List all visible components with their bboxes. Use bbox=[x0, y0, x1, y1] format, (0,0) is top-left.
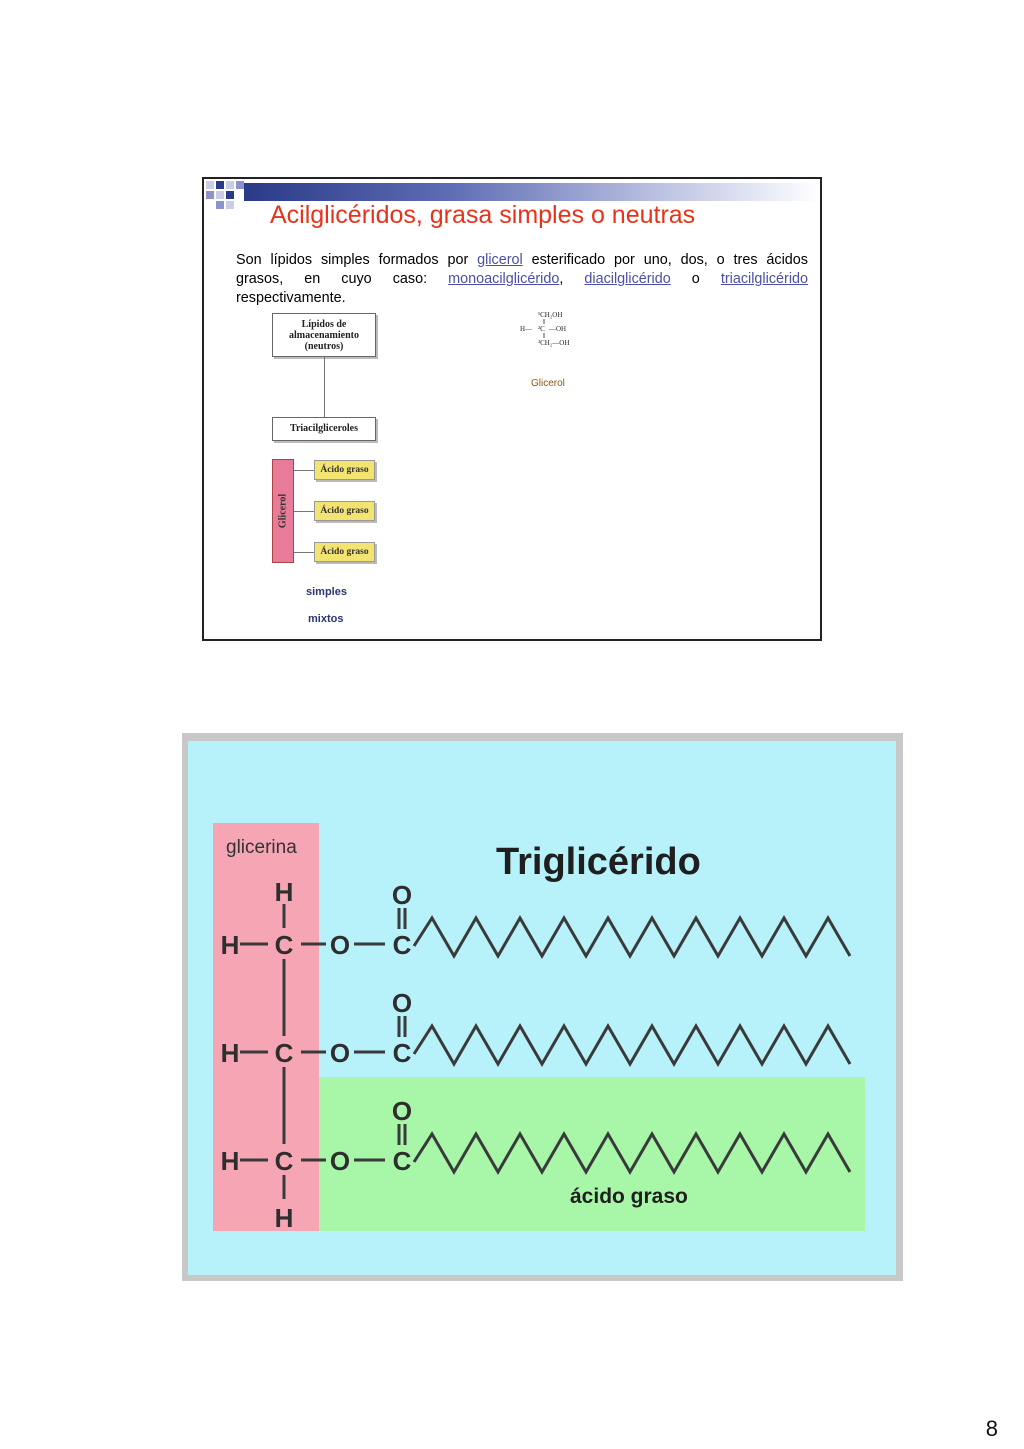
page-number: 8 bbox=[985, 1416, 998, 1441]
fatty-acid-chain-1 bbox=[414, 918, 850, 956]
paragraph-line-1 bbox=[236, 251, 808, 270]
text: grasos, en cuyo caso: bbox=[236, 271, 449, 287]
atom-o: O bbox=[329, 1146, 351, 1176]
glicerol-caption: Glicerol bbox=[531, 378, 565, 389]
box-line: (neutros) bbox=[304, 341, 344, 352]
formula-row-2-right: —OH bbox=[549, 325, 567, 333]
triacilgliceroles-box: Triacilgliceroles bbox=[272, 417, 376, 441]
acido-graso-label: ácido graso bbox=[570, 1185, 688, 1208]
formula-row-2-mid: ²C bbox=[538, 325, 545, 333]
label-mixtos: mixtos bbox=[308, 613, 344, 625]
link-diacilglicerido[interactable]: diacilglicérido bbox=[584, 271, 671, 287]
glicerol-bar-label: Glicerol bbox=[277, 493, 289, 529]
slide-title: Acilglicéridos, grasa simples o neutras bbox=[270, 201, 696, 229]
atom-c: C bbox=[392, 930, 412, 960]
atom-c: C bbox=[274, 1038, 294, 1068]
glicerol-formula bbox=[518, 309, 582, 351]
glicerina-label: glicerina bbox=[226, 837, 297, 858]
acido-graso-box: Ácido graso bbox=[314, 542, 375, 562]
text: esterificado por uno, dos, o tres ácidos bbox=[522, 252, 808, 268]
connector-line bbox=[294, 511, 314, 512]
formula-row-3: ³CH₂—OH bbox=[538, 339, 570, 347]
atom-o: O bbox=[391, 880, 413, 910]
fatty-acid-chain-2 bbox=[414, 1026, 850, 1064]
atom-c: C bbox=[392, 1038, 412, 1068]
atom-h: H bbox=[274, 877, 294, 907]
paragraph-line-2 bbox=[236, 270, 808, 289]
label-simples: simples bbox=[306, 586, 347, 598]
formula-row-1: ¹CH₂OH bbox=[538, 311, 563, 319]
atom-h: H bbox=[220, 930, 240, 960]
slide-acilgliceridos bbox=[202, 177, 822, 641]
atom-o: O bbox=[329, 930, 351, 960]
title-bar bbox=[244, 183, 820, 201]
link-glicerol[interactable]: glicerol bbox=[477, 252, 523, 268]
atom-o: O bbox=[391, 988, 413, 1018]
acido-graso-box: Ácido graso bbox=[314, 501, 375, 521]
box-line: Lípidos de bbox=[301, 319, 347, 330]
text: o bbox=[670, 271, 721, 287]
text: , bbox=[559, 271, 585, 287]
triglyceride-panel bbox=[188, 741, 896, 1275]
glicerol-bar bbox=[272, 459, 294, 563]
link-monoacilglicerido[interactable]: monoacilglicérido bbox=[448, 271, 560, 287]
connector-line bbox=[324, 357, 325, 417]
atom-h: H bbox=[274, 1203, 294, 1233]
lipidos-almacenamiento-box bbox=[272, 313, 376, 357]
atom-h: H bbox=[220, 1038, 240, 1068]
slide-trigliceride bbox=[182, 733, 903, 1281]
atom-o: O bbox=[329, 1038, 351, 1068]
box-line: almacenamiento bbox=[289, 330, 359, 341]
intro-paragraph bbox=[236, 251, 808, 308]
connector-line bbox=[294, 470, 314, 471]
text: Son lípidos simples formados por bbox=[236, 252, 478, 268]
atom-c: C bbox=[392, 1146, 412, 1176]
connector-line bbox=[294, 552, 314, 553]
link-triacilglicerido[interactable]: triacilglicérido bbox=[720, 271, 809, 287]
atom-c: C bbox=[274, 930, 294, 960]
triglyceride-structure bbox=[188, 741, 896, 1275]
atom-h: H bbox=[220, 1146, 240, 1176]
paragraph-line-3: respectivamente. bbox=[236, 290, 346, 306]
atom-c: C bbox=[274, 1146, 294, 1176]
atom-o: O bbox=[391, 1096, 413, 1126]
formula-row-2-left: H— bbox=[520, 325, 533, 333]
acido-graso-box: Ácido graso bbox=[314, 460, 375, 480]
triglycerido-title: Triglicérido bbox=[496, 841, 701, 883]
